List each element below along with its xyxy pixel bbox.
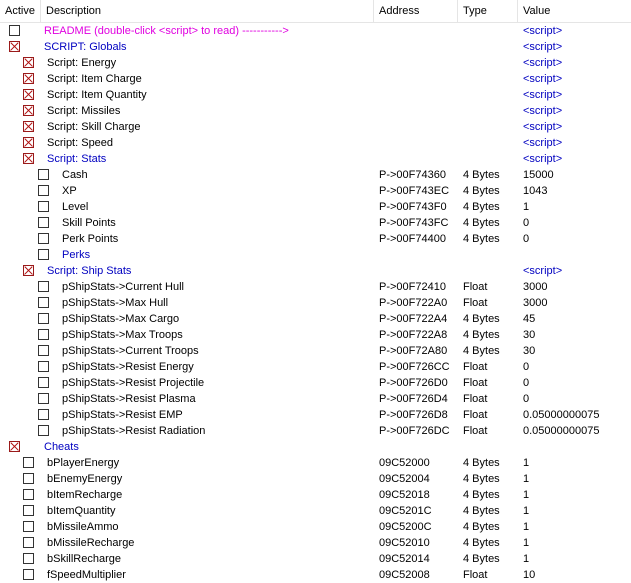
active-checkbox[interactable] (9, 25, 20, 36)
table-row[interactable] (0, 71, 631, 87)
row-value[interactable]: <script> (523, 153, 563, 165)
active-checkbox[interactable] (23, 89, 34, 100)
row-type: 4 Bytes (463, 553, 500, 565)
row-value[interactable]: 1 (523, 505, 530, 517)
row-address: 09C52000 (379, 457, 430, 469)
active-checkbox[interactable] (38, 185, 49, 196)
table-row[interactable] (0, 119, 631, 135)
table-row[interactable] (0, 359, 631, 375)
row-value[interactable]: <script> (523, 137, 563, 149)
table-row[interactable] (0, 23, 631, 39)
table-row[interactable] (0, 311, 631, 327)
header-type[interactable]: Type (458, 0, 518, 22)
row-type: 4 Bytes (463, 521, 500, 533)
row-address: 09C52010 (379, 537, 430, 549)
header-active[interactable]: Active (0, 0, 41, 22)
row-description: Script: Energy (47, 57, 117, 69)
row-description: pShipStats->Resist Plasma (62, 393, 196, 405)
row-description: pShipStats->Current Hull (62, 281, 184, 293)
table-row[interactable] (0, 487, 631, 503)
active-checkbox[interactable] (38, 217, 49, 228)
row-value[interactable]: 1 (523, 489, 530, 501)
table-row[interactable] (0, 39, 631, 55)
table-row[interactable] (0, 215, 631, 231)
cheat-table-list (0, 23, 631, 583)
row-address: 09C52014 (379, 553, 430, 565)
row-type: 4 Bytes (463, 345, 500, 357)
row-value[interactable]: 0 (523, 217, 530, 229)
row-address: 09C5201C (379, 505, 432, 517)
table-row[interactable] (0, 407, 631, 423)
row-value[interactable]: 3000 (523, 297, 548, 309)
active-checkbox[interactable] (38, 377, 49, 388)
row-type: 4 Bytes (463, 217, 500, 229)
row-address: P->00F74400 (379, 233, 446, 245)
row-value[interactable]: <script> (523, 105, 563, 117)
row-value[interactable]: 30 (523, 329, 536, 341)
active-checkbox[interactable] (23, 505, 34, 516)
row-description: Script: Missiles (47, 105, 121, 117)
row-value[interactable]: 10 (523, 569, 536, 581)
row-description: Perk Points (62, 233, 119, 245)
table-row[interactable] (0, 151, 631, 167)
row-type: Float (463, 569, 488, 581)
row-value[interactable]: <script> (523, 73, 563, 85)
row-type: 4 Bytes (463, 505, 500, 517)
row-type: Float (463, 393, 488, 405)
active-checkbox[interactable] (23, 537, 34, 548)
row-address: P->00F743F0 (379, 201, 447, 213)
row-value[interactable]: 15000 (523, 169, 554, 181)
active-checkbox[interactable] (38, 297, 49, 308)
table-row[interactable] (0, 327, 631, 343)
active-checkbox[interactable] (38, 281, 49, 292)
active-checkbox[interactable] (38, 409, 49, 420)
row-type: 4 Bytes (463, 169, 500, 181)
row-value[interactable]: 1 (523, 537, 530, 549)
table-row[interactable] (0, 535, 631, 551)
row-description: Script: Stats (47, 153, 107, 165)
table-row[interactable] (0, 167, 631, 183)
row-value[interactable]: 3000 (523, 281, 548, 293)
row-description: pShipStats->Current Troops (62, 345, 199, 357)
active-checkbox[interactable] (23, 473, 34, 484)
row-value[interactable]: <script> (523, 121, 563, 133)
row-address: P->00F72410 (379, 281, 446, 293)
active-checkbox[interactable] (38, 169, 49, 180)
row-description: pShipStats->Resist Radiation (62, 425, 206, 437)
active-checkbox[interactable] (38, 313, 49, 324)
row-description: pShipStats->Resist Energy (62, 361, 194, 373)
row-address: P->00F722A4 (379, 313, 448, 325)
table-row[interactable] (0, 503, 631, 519)
table-row[interactable] (0, 471, 631, 487)
row-description: pShipStats->Max Troops (62, 329, 183, 341)
row-description: pShipStats->Max Hull (62, 297, 169, 309)
row-value[interactable]: 0 (523, 233, 530, 245)
table-row[interactable] (0, 519, 631, 535)
row-address: P->00F722A0 (379, 297, 448, 309)
active-checkbox[interactable] (23, 521, 34, 532)
header-address[interactable]: Address (374, 0, 458, 22)
header-value[interactable]: Value (523, 5, 551, 17)
active-checkbox[interactable] (38, 345, 49, 356)
row-address: P->00F722A8 (379, 329, 448, 341)
active-checkbox[interactable] (38, 425, 49, 436)
row-address: P->00F743FC (379, 217, 449, 229)
active-checkbox[interactable] (38, 329, 49, 340)
column-header (0, 0, 631, 23)
row-address: P->00F74360 (379, 169, 446, 181)
row-type: 4 Bytes (463, 201, 500, 213)
row-type: 4 Bytes (463, 233, 500, 245)
row-description: SCRIPT: Globals (44, 41, 127, 53)
row-type: Float (463, 425, 488, 437)
row-description: Script: Item Quantity (47, 89, 147, 101)
row-type: Float (463, 361, 488, 373)
row-description: Skill Points (62, 217, 116, 229)
row-type: Float (463, 409, 488, 421)
row-description: Script: Ship Stats (47, 265, 132, 277)
row-value[interactable]: <script> (523, 25, 563, 37)
active-checkbox[interactable] (38, 249, 49, 260)
table-row[interactable] (0, 423, 631, 439)
row-address: P->00F743EC (379, 185, 450, 197)
row-type: 4 Bytes (463, 457, 500, 469)
row-description: Script: Speed (47, 137, 114, 149)
active-checkbox[interactable] (23, 569, 34, 580)
table-row[interactable] (0, 375, 631, 391)
table-row[interactable] (0, 391, 631, 407)
active-checkbox[interactable] (23, 121, 34, 132)
row-value[interactable]: 1 (523, 457, 530, 469)
row-address: P->00F726D8 (379, 409, 448, 421)
table-row[interactable] (0, 455, 631, 471)
active-checkbox[interactable] (23, 137, 34, 148)
row-value[interactable]: <script> (523, 265, 563, 277)
row-description: XP (62, 185, 77, 197)
row-value[interactable]: <script> (523, 41, 563, 53)
row-value[interactable]: 0.05000000075 (523, 425, 600, 437)
table-row[interactable] (0, 55, 631, 71)
table-row[interactable] (0, 295, 631, 311)
row-address: P->00F726CC (379, 361, 450, 373)
row-type: 4 Bytes (463, 185, 500, 197)
row-value[interactable]: <script> (523, 89, 563, 101)
row-description: bSkillRecharge (47, 553, 121, 565)
row-address: P->00F726D4 (379, 393, 448, 405)
row-value[interactable]: 0 (523, 361, 530, 373)
row-description: Script: Item Charge (47, 73, 142, 85)
row-address: 09C52008 (379, 569, 430, 581)
row-value[interactable]: 45 (523, 313, 536, 325)
active-checkbox[interactable] (23, 553, 34, 564)
row-description: Cash (62, 169, 88, 181)
active-checkbox[interactable] (23, 265, 34, 276)
row-description: Perks (62, 249, 91, 261)
active-checkbox[interactable] (38, 361, 49, 372)
active-checkbox[interactable] (23, 105, 34, 116)
row-description: Script: Skill Charge (47, 121, 141, 133)
table-row[interactable] (0, 439, 631, 455)
table-row[interactable] (0, 247, 631, 263)
row-value[interactable]: 30 (523, 345, 536, 357)
active-checkbox[interactable] (23, 489, 34, 500)
row-description: fSpeedMultiplier (47, 569, 126, 581)
row-description: bMissileAmmo (47, 521, 119, 533)
table-row[interactable] (0, 183, 631, 199)
table-row[interactable] (0, 199, 631, 215)
table-row[interactable] (0, 263, 631, 279)
row-address: P->00F72A80 (379, 345, 448, 357)
active-checkbox[interactable] (38, 233, 49, 244)
row-address: 09C52018 (379, 489, 430, 501)
table-row[interactable] (0, 279, 631, 295)
row-type: 4 Bytes (463, 473, 500, 485)
row-value[interactable]: 0 (523, 393, 530, 405)
active-checkbox[interactable] (23, 457, 34, 468)
row-description: pShipStats->Max Cargo (62, 313, 180, 325)
active-checkbox[interactable] (9, 441, 20, 452)
row-value[interactable]: <script> (523, 57, 563, 69)
row-address: P->00F726D0 (379, 377, 448, 389)
table-row[interactable] (0, 135, 631, 151)
row-value[interactable]: 1 (523, 201, 530, 213)
row-description: bMissileRecharge (47, 537, 135, 549)
row-type: Float (463, 297, 488, 309)
row-value[interactable]: 1 (523, 473, 530, 485)
row-value[interactable]: 1 (523, 521, 530, 533)
row-type: 4 Bytes (463, 537, 500, 549)
active-checkbox[interactable] (23, 57, 34, 68)
row-address: 09C5200C (379, 521, 432, 533)
row-description: Cheats (44, 441, 79, 453)
row-value[interactable]: 0.05000000075 (523, 409, 600, 421)
active-checkbox[interactable] (23, 153, 34, 164)
row-type: Float (463, 281, 488, 293)
row-value[interactable]: 1043 (523, 185, 548, 197)
table-row[interactable] (0, 103, 631, 119)
row-description: bPlayerEnergy (47, 457, 120, 469)
row-description: README (double-click <script> to read) -----------> (44, 25, 289, 37)
active-checkbox[interactable] (9, 41, 20, 52)
active-checkbox[interactable] (23, 73, 34, 84)
row-address: P->00F726DC (379, 425, 450, 437)
row-address: 09C52004 (379, 473, 430, 485)
header-description[interactable]: Description (41, 0, 374, 22)
row-value[interactable]: 1 (523, 553, 530, 565)
table-row[interactable] (0, 551, 631, 567)
row-description: pShipStats->Resist EMP (62, 409, 183, 421)
row-description: bItemRecharge (47, 489, 123, 501)
row-type: Float (463, 377, 488, 389)
active-checkbox[interactable] (38, 201, 49, 212)
row-description: pShipStats->Resist Projectile (62, 377, 205, 389)
row-description: bEnemyEnergy (47, 473, 123, 485)
row-description: bItemQuantity (47, 505, 116, 517)
active-checkbox[interactable] (38, 393, 49, 404)
row-type: 4 Bytes (463, 313, 500, 325)
table-row[interactable] (0, 87, 631, 103)
row-type: 4 Bytes (463, 329, 500, 341)
table-row[interactable] (0, 231, 631, 247)
row-type: 4 Bytes (463, 489, 500, 501)
row-value[interactable]: 0 (523, 377, 530, 389)
row-description: Level (62, 201, 89, 213)
table-row[interactable] (0, 343, 631, 359)
